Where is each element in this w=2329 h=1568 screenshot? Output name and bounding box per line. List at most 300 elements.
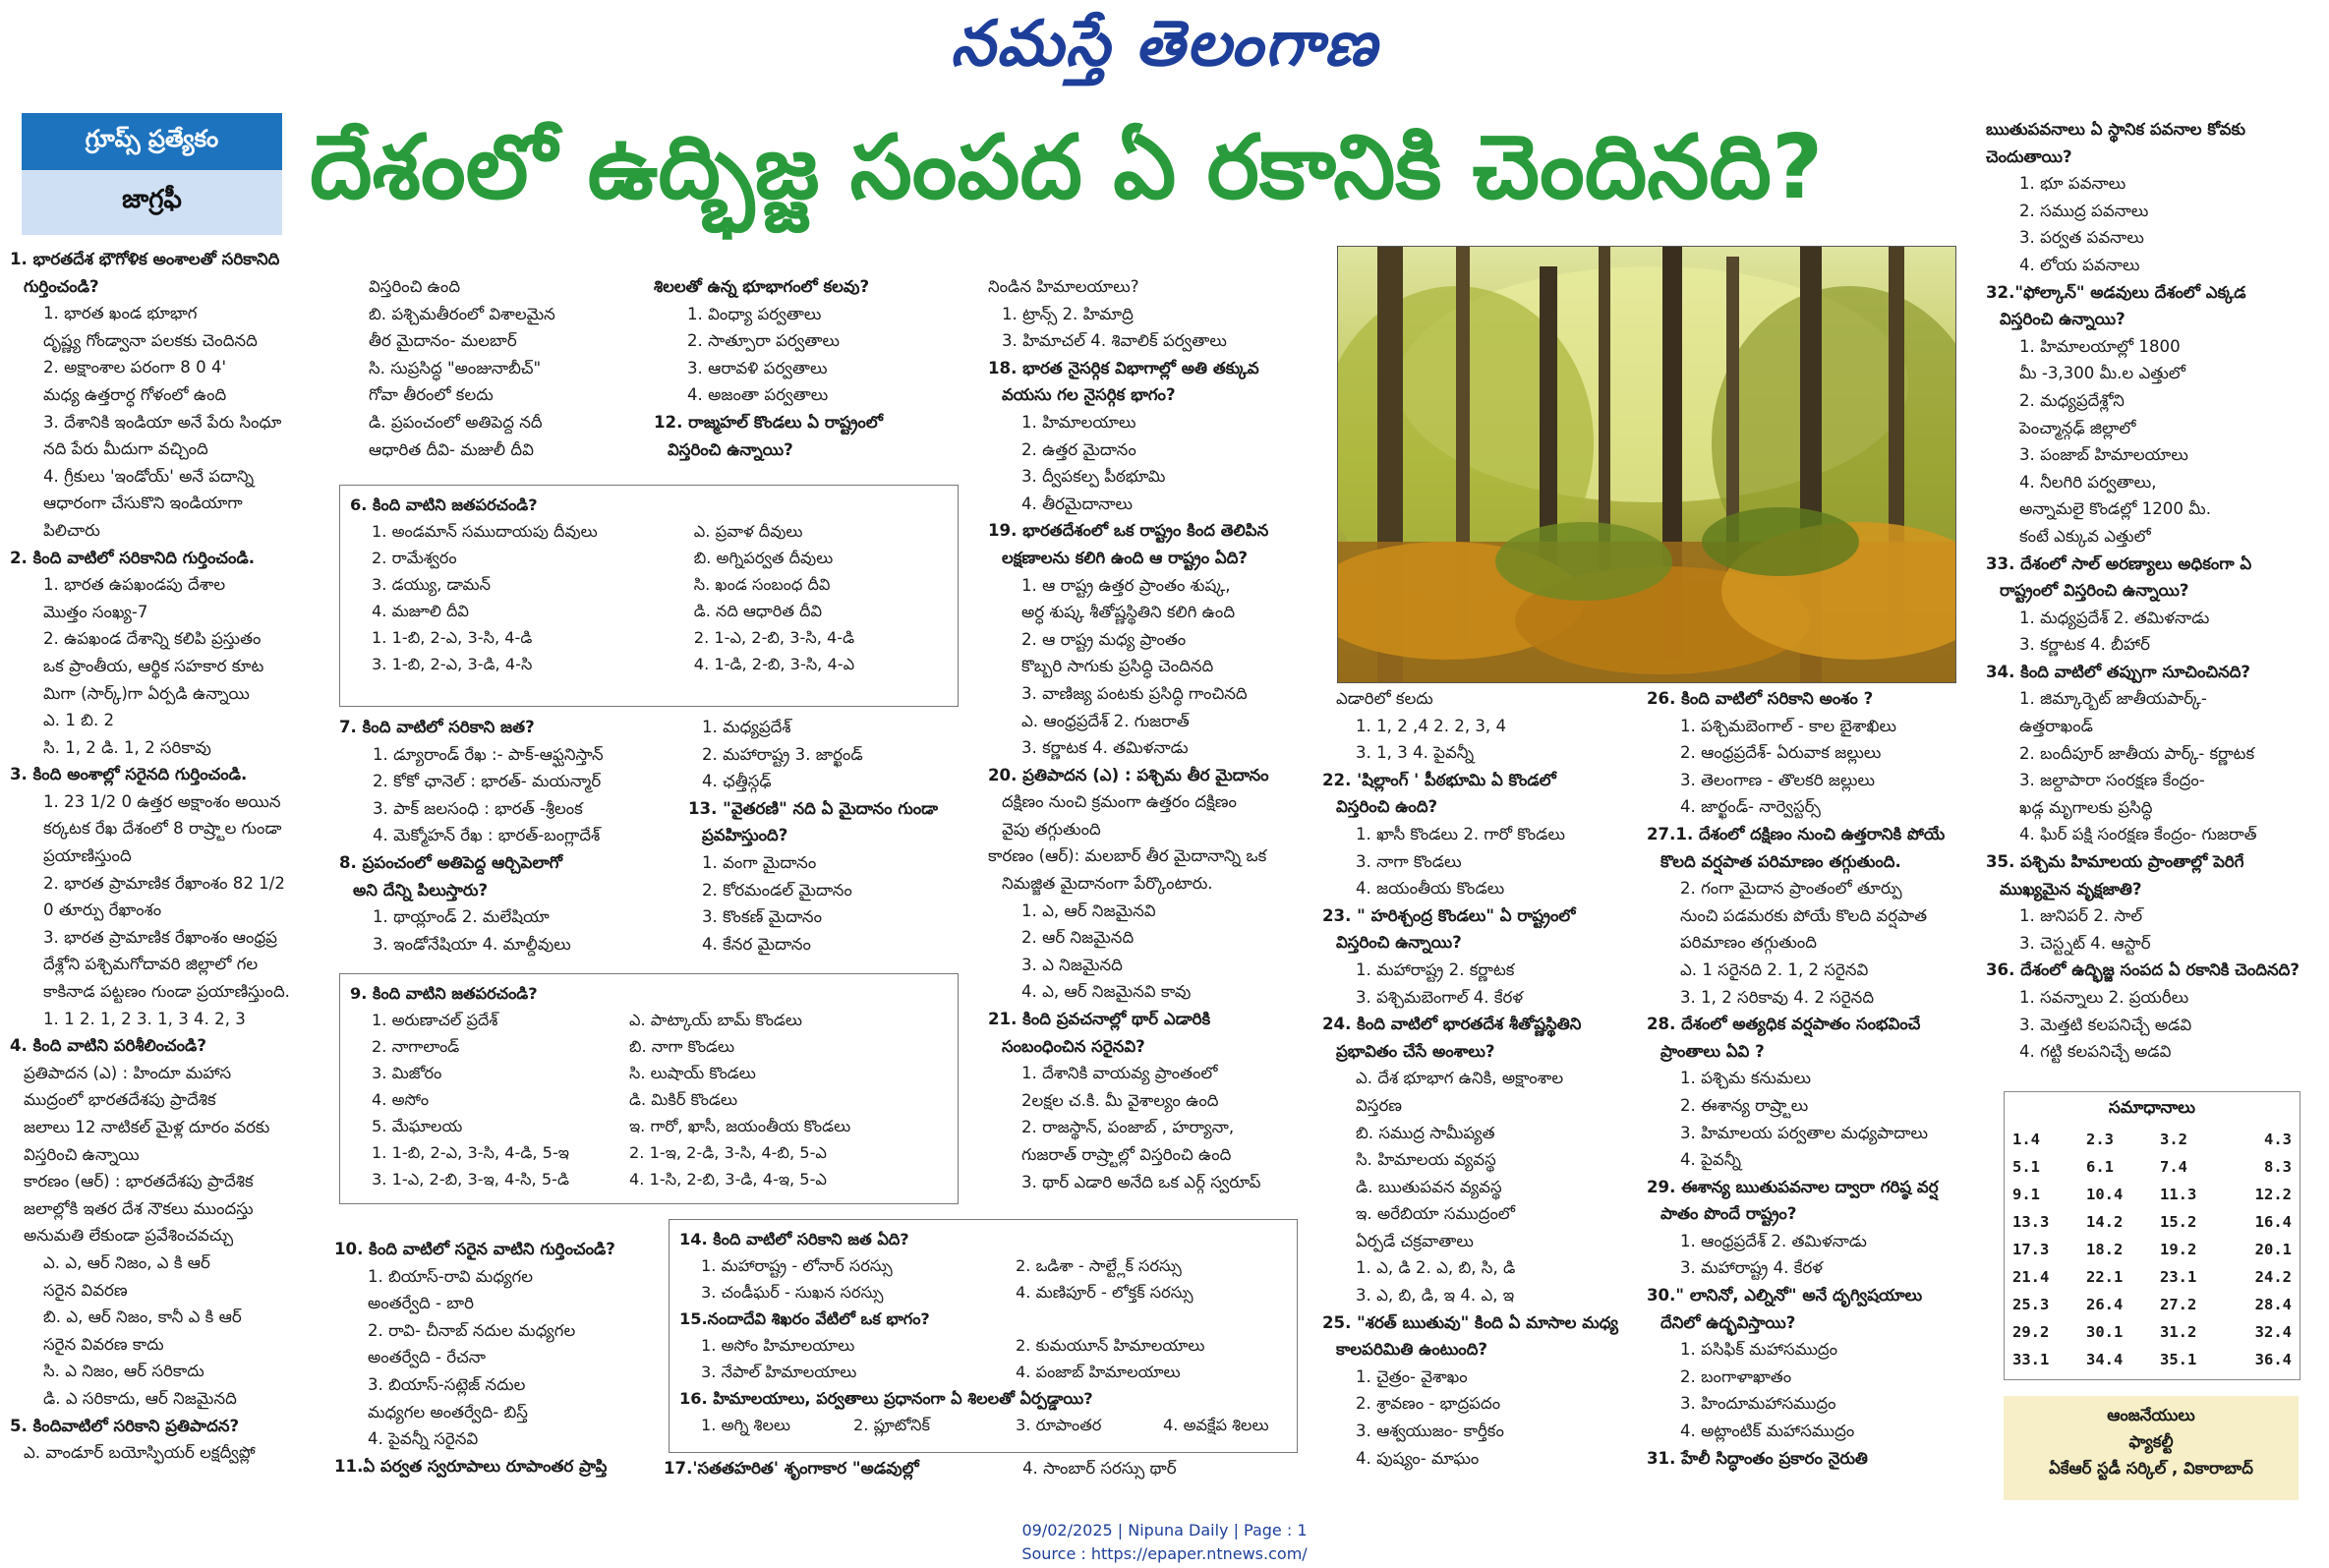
answer-row [2005,1208,2300,1236]
q25-option: 4. పుష్యం- మాఘం [1356,1448,1480,1468]
q35-option: 3. చెస్ట్నట్ 4. ఆస్టార్ [2019,933,2151,953]
q23-option: 1. మహారాష్ట్ర 2. కర్ణాటక [1356,959,1515,979]
q6-title: 6. కింది వాటిని జతపరచండి? [350,495,538,514]
q21-option: 2. రాజస్థాన్, పంజాబ్ , హర్యానా, [1021,1118,1235,1137]
q34-option: 4. ఘిర్ పక్షి సంరక్షణ కేంద్రం- గుజరాత్ [2019,825,2257,844]
q20-text: నిమజ్జిత మైదానంగా పేర్కొంటారు. [1002,874,1213,894]
q4-text: ముద్రంలో భారతదేశపు ప్రాదేశిక [24,1090,216,1110]
q28-line: ప్రాంతాలు ఏవి ? [1660,1041,1765,1061]
column-7 [1986,116,2320,1089]
q9-left-item: 1. అరుణాచల్ ప్రదేశ్ [372,1011,498,1029]
answer-cell: 12.2 [2254,1186,2292,1203]
q10-option: మధ్యగల అంతర్వేది- బిస్త్ [368,1402,528,1422]
q23-option: 3. పశ్చిమబెంగాల్ 4. కేరళ [1356,987,1524,1007]
column-3-top [654,273,968,470]
answer-row [2005,1291,2300,1318]
q19-option: కొబ్బరి సాగుకు ప్రసిద్ధి చెందినది [1021,657,1214,676]
q32-option: కంటే ఎక్కువ ఎత్తులో [2019,526,2151,546]
q32-option: 2. మధ్యప్రదేశ్లోని [2019,390,2125,410]
answer-cell: 9.1 [2012,1186,2040,1203]
q36-option: 3. మెత్తటి కలపనిచ్చే అడవి [2019,1015,2192,1034]
q2-option: 2. ఉపఖండ దేశాన్ని కలిపి ప్రస్తుతం [43,629,262,649]
author-org: ఏకేఆర్ స్టడీ సర్కిల్ , వికారాబాద్ [2049,1459,2253,1478]
q1-option: దృష్ణ్య గోండ్వానా పలకకు చెందినది [43,330,258,350]
q5-line: 5. కిందివాటిలో సరికాని ప్రతిపాదన? [10,1416,240,1435]
q2-line: 2. కింది వాటిలో సరికానిది గుర్తించండి. [10,548,256,567]
page-footer [0,1519,2329,1566]
answer-cell: 14.2 [2086,1213,2124,1231]
answer-row [2005,1126,2300,1153]
q36-line: 36. దేశంలో ఉద్భిజ్జ సంపద ఏ రకానికి చెందినది? [1986,960,2300,980]
q10-block [334,1236,669,1501]
q8-line: 8. ప్రపంచంలో అతిపెద్ద ఆర్చిపెలాగో [339,852,562,872]
q4-text: జలాలు 12 నాటికల్ మైళ్ల దూరం వరకు [24,1118,270,1136]
q34-option: 1. జిమ్కార్బెట్ జాతీయపార్క్- [2019,689,2207,709]
q1-line: 1. భారతదేశ భౌగోళిక అంశాలతో సరికానిది [10,250,280,268]
q6-right-item: డి. నది ఆధారిత దీవి [693,602,823,620]
column-2-top [369,273,664,470]
q24-option: 1. ఎ, డి 2. ఎ, బి, సి, డి [1356,1258,1516,1278]
q33-option: 3. కర్ణాటక 4. బీహార్ [2019,635,2150,655]
q22-line: విస్తరించి ఉంది? [1336,797,1438,817]
q6-right-item: బి. అగ్నిపర్వత దీవులు [693,549,834,567]
answer-cell: 2.3 [2086,1131,2114,1148]
q10-option: అంతర్వేది - బారి [368,1294,474,1313]
q33-option: 1. మధ్యప్రదేశ్ 2. తమిళనాడు [2019,608,2210,627]
q14-option: 1. మహారాష్ట్ర - లోనార్ సరస్సు [701,1256,893,1275]
q31-option: 1. భూ పవనాలు [2019,174,2126,194]
answer-cell: 13.3 [2012,1213,2050,1231]
q9-right-column [629,1007,944,1192]
q29-line: 29. ఈశాన్య ఋతుపవనాల ద్వారా గరిష్ఠ వర్ష [1647,1177,1939,1196]
q16-option: 4. అవక్షేప శిలలు [1163,1416,1269,1434]
answer-cell: 5.1 [2012,1158,2040,1176]
q35-line: ముఖ్యమైన వృక్షజాతి? [2000,879,2142,899]
q12-line: విస్తరించి ఉన్నాయి? [668,439,793,459]
author-role: ఫ్యాకల్టీ [2128,1432,2174,1451]
q21-option: 2లక్షల చ.కి. మీ వైశాల్యం ఉంది [1021,1090,1219,1110]
masthead: నమస్తే తెలంగాణ [950,8,1379,81]
q15-option: 1. అసోం హిమాలయాలు [701,1336,855,1355]
q25-line: 25. "శరత్ ఋతువు" కింది ఏ మాసాల మధ్య [1322,1312,1618,1332]
q18-line: వయసు గల నైసర్గిక భాగం? [1002,385,1176,405]
q23-line: విస్తరించి ఉన్నాయి? [1336,933,1462,953]
q4-text: అనుమతి లేకుండా ప్రవేశించవచ్చు [24,1226,234,1246]
q12-option: 4. ఛత్తీస్గఢ్ [702,772,772,791]
q9-right-item: ఎ. పాట్కాయ్ బామ్ కొండలు [629,1011,802,1029]
answer-cell: 36.4 [2254,1351,2292,1368]
q12-option: 2. మహారాష్ట్ర 3. జార్ఖండ్ [702,744,863,764]
q4-text: ప్రతిపాదన (ఎ) : హిందూ మహాస [24,1063,232,1082]
answer-cell: 3.2 [2160,1131,2187,1148]
q18-option: 3. ద్వీపకల్ప పీఠభూమి [1021,467,1166,487]
q30-option: 2. బంగాళాఖాతం [1680,1366,1792,1386]
q13-option: 4. కేనర మైదానం [702,934,811,954]
q27-option: పరిమాణం తగ్గుతుంది [1680,933,1818,953]
q7-option: 1. డ్యూరాండ్ రేఖ :- పాక్-ఆఫ్ఘనిస్తాన్ [373,744,604,764]
answer-cell: 10.4 [2086,1186,2124,1203]
q5-option: గోవా తీరంలో కలదు [369,385,494,405]
q23-line: 23. " హరిశ్చంద్ర కొండలు" ఏ రాష్ట్రంలో [1322,905,1576,925]
q20-option: 4. ఎ, ఆర్ నిజమైనవి కావు [1021,982,1192,1002]
q20-line: 20. ప్రతిపాదన (ఎ) : పశ్చిమ తీర మైదానం [988,765,1269,784]
q24-option: బి. సముద్ర సామీప్యత [1356,1123,1495,1142]
q5-option: బి. పశ్చిమతీరంలో విశాలమైన [369,304,555,323]
q4-option: ఎ. ఎ, ఆర్ నిజం, ఎ కి ఆర్ [43,1252,210,1272]
q34-option: 2. బందీపూర్ జాతీయ పార్క్- కర్ణాటక [2019,743,2255,763]
q31-option: 3. పర్వత పవనాలు [2019,228,2144,248]
q17-line: 17.'సతతహరిత' శృంగాకార "అడవుల్లో [664,1459,919,1478]
q16-title: 16. హిమాలయాలు, పర్వతాలు ప్రధానంగా ఏ శిలలతో ఏర్పడ్డాయి? [679,1389,1093,1408]
q4-option: డి. ఎ సరికాదు, ఆర్ నిజమైనది [43,1388,237,1408]
q18-option: 2. ఉత్తర మైదానం [1021,439,1136,459]
answer-cell: 6.1 [2086,1158,2114,1176]
q3-option: 0 తూర్పు రేఖాంశం [43,900,162,920]
q7-option: 4. మెక్మోహన్ రేఖ : భారత్-బంగ్లాదేశ్ [373,826,601,845]
answer-row [2005,1346,2300,1373]
q16-last-option: 4. సాంబార్ సరస్సు థార్ [1022,1459,1177,1478]
answer-cell: 24.2 [2254,1268,2292,1286]
box-q14-q16 [669,1219,1298,1453]
q22-option: 3. నాగా కొండలు [1356,851,1462,871]
q14-title: 14. కింది వాటిలో సరికాని జత ఏది? [679,1230,909,1249]
q32-option: అన్నామలై కొండల్లో 1200 మీ. [2019,499,2212,519]
q17-option: నిండిన హిమాలయాలు? [988,277,1139,296]
q28-option: 4. పైవన్నీ [1680,1150,1742,1170]
q7-q8-block [339,714,673,959]
q20-option: 2. ఆర్ నిజమైనది [1021,928,1135,948]
q4-option: సరైన వివరణ [43,1280,128,1300]
q3-line: 3. కింది అంశాల్లో సరైనది గుర్తించండి. [10,765,248,784]
q18-option: 4. తీరమైదానాలు [1021,494,1133,513]
q6-option: 4. 1-డి, 2-బి, 3-సి, 4-ఎ [693,655,855,673]
q24-option: ఏర్పడే చక్రవాతాలు [1356,1231,1474,1250]
q9-title: 9. కింది వాటిని జతపరచండి? [350,984,538,1003]
q31-option: 2. సముద్ర పవనాలు [2019,201,2149,220]
q12-q13-block [688,714,983,959]
q12-line: 12. రాజ్మహల్ కొండలు ఏ రాష్ట్రంలో [654,412,883,432]
q25-option: 3. ఆశ్వయుజం- కార్తీకం [1356,1422,1504,1441]
answer-cell: 32.4 [2254,1323,2292,1341]
q14-option: 2. ఒడిశా - సాల్ట్లేక్ సరస్సు [1016,1256,1182,1275]
q3-option: 1. 1 2. 1, 2 3. 1, 3 4. 2, 3 [43,1009,246,1028]
q27-option: నుంచి పడమరకు పోయే కొలది వర్షపాత [1680,905,1928,925]
badge-top: గ్రూప్స్ ప్రత్యేకం [22,113,282,170]
q10-line: 10. కింది వాటిలో సరైన వాటిని గుర్తించండి? [334,1240,615,1258]
q3-option: ప్రయాణిస్తుంది [43,846,132,866]
q34-option: ఉత్తరాఖండ్ [2019,717,2093,736]
answer-cell: 21.4 [2012,1268,2050,1286]
q5-option: తీర మైదానం- మలబార్ [369,331,517,351]
q30-option: 1. పసిఫిక్ మహాసముద్రం [1680,1340,1838,1360]
q24-option: సి. హిమాలయ వ్యవస్థ [1356,1150,1496,1170]
answer-key-title: సమాధానాలు [2108,1098,2196,1118]
q32-line: 32."ఫోల్కాన్" అడవులు దేశంలో ఎక్కడ [1986,282,2246,302]
answer-cell: 4.3 [2264,1131,2292,1148]
q9-right-item: సి. లుషాయ్ కొండలు [629,1064,756,1082]
q1-line: గుర్తించండి? [24,276,99,296]
q20-option: 3. ఎ నిజమైనది [1021,955,1123,974]
match-box-q6 [339,485,959,707]
q5-option: సి. సుప్రసిద్ధ "అంజునాబీచ్" [369,358,542,377]
q31-line: 31. హేలీ సిద్ధాంతం ప్రకారం నైరుతి [1647,1448,1868,1468]
q7-option: 2. కోకో ఛానెల్ : భారత్- మయన్మార్ [373,772,602,791]
q9-right-item: ఇ. గారో, ఖాసీ, జయంతీయ కొండలు [629,1117,851,1135]
q25-line: కాలపరిమితి ఉంటుంది? [1336,1340,1488,1360]
answer-row [2005,1236,2300,1263]
q1-option: ఆధారంగా చేసుకొని ఇండియాగా [43,494,243,513]
q11-line: శిలలతో ఉన్న భూభాగంలో కలవు? [654,277,870,296]
q2-option: 1. భారత ఉపఖండపు దేశాల [43,575,226,595]
q11-line: 11.ఏ పర్వత స్వరూపాలు రూపాంతర ప్రాప్తి [334,1456,608,1476]
q11-option: 3. ఆరావళి పర్వతాలు [687,358,828,377]
author-credit [2004,1396,2299,1500]
q10-option: 1. బియాస్-రావి మధ్యగల [368,1266,533,1286]
q18-line: 18. భారత నైసర్గిక విభాగాల్లో అతి తక్కువ [988,358,1259,377]
q3-option: కర్కటక రేఖ దేశంలో 8 రాష్ర్టాల గుండా [43,819,282,839]
answer-cell: 26.4 [2086,1296,2124,1313]
q27-option: 2. గంగా మైదాన ప్రాంతంలో తూర్పు [1680,879,1902,899]
q31-line: చెందుతాయి? [1986,146,2072,166]
q16-option: 2. ప్లూటోనిక్ [853,1416,930,1434]
badge-bottom: జాగ్రఫీ [22,170,282,235]
q6-left-item: 2. రామేశ్వరం [372,549,457,567]
q32-option: 3. పంజాబ్ హిమాలయాలు [2019,445,2188,465]
q30-option: 3. హిందూమహాసముద్రం [1680,1394,1836,1414]
q24-line: 24. కింది వాటిలో భారతదేశ శీతోష్ణస్థితిని [1322,1015,1582,1034]
q27-line: 27.1. దేశంలో దక్షిణం నుంచి ఉత్తరానికి పోయే [1647,824,1946,843]
q6-left-item: 4. మజూలి దీవి [372,602,469,620]
q35-option: 1. జునిపర్ 2. సాల్ [2019,906,2143,926]
q24-option: విస్తరణ [1356,1095,1402,1115]
q9-left-item: 4. అసోం [372,1090,430,1109]
q8-line: అని దేన్ని పిలుస్తారు? [353,880,489,900]
answer-cell: 25.3 [2012,1296,2050,1313]
q13-option: 1. వంగా మైదానం [702,852,817,872]
q9-left-item: 2. నాగాలాండ్ [372,1037,460,1056]
q29-line: పాతం పొందే రాష్ట్రం? [1660,1204,1797,1224]
q25-option: 2. శ్రావణం - భాద్రపదం [1356,1394,1501,1414]
answer-cell: 31.2 [2160,1323,2197,1341]
q29-option: 3. మహారాష్ట్ర 4. కేరళ [1680,1258,1823,1278]
q1-option: 4. గ్రీకులు 'ఇండోయ్' అనే పదాన్ని [43,466,255,486]
q19-option: ఎ. ఆంధ్రప్రదేశ్ 2. గుజరాత్ [1021,711,1190,730]
answer-cell: 8.3 [2264,1158,2292,1176]
q15-option: 3. నేపాల్ హిమాలయాలు [701,1363,857,1381]
answer-cell: 15.2 [2160,1213,2197,1231]
answer-row [2005,1318,2300,1346]
author-name: ఆంజనేయులు [2107,1406,2195,1424]
q6-right-item: సి. ఖండ సంబంధ దీవి [693,575,831,594]
q28-option: 2. ఈశాన్య రాష్ర్టాలు [1680,1095,1809,1115]
q19-line: లక్షణాలను కలిగి ఉంది ఆ రాష్ట్రం ఏది? [1002,548,1249,567]
q19-option: అర్ధ శుష్క శీతోష్ణస్థితిని కలిగి ఉంది [1021,603,1236,622]
q13-line: 13. "వైతరణి" నది ఏ మైదానం గుండా [688,798,939,818]
q6-right-column [694,518,948,677]
column-1 [10,246,322,1514]
q10-option: 3. బియాస్-సట్లెజ్ నదుల [368,1374,526,1394]
q3-option: కాకినాడ పట్టణం గుండా ప్రయాణిస్తుంది. [43,982,290,1002]
answer-cell: 20.1 [2254,1241,2292,1258]
q36-option: 4. గట్టి కలపనిచ్చే అడవి [2019,1042,2172,1062]
q26-option: 1. పశ్చిమబెంగాల్ - కాల బైశాఖిలు [1680,716,1897,735]
q12-option: 1. మధ్యప్రదేశ్ [702,718,791,736]
q21-line: సంబంధించిన సరైనవి? [1002,1036,1145,1056]
q19-option: 3. కర్ణాటక 4. తమిళనాడు [1021,738,1189,758]
answer-cell: 17.3 [2012,1241,2050,1258]
q14-option: 4. మణిపూర్ - లోక్తక్ సరస్సు [1016,1283,1194,1302]
q8-option: 3. ఇండోనేషియా 4. మాల్దీవులు [373,934,571,954]
q9-left-item: 3. మిజోరం [372,1064,442,1082]
answer-cell: 23.1 [2160,1268,2197,1286]
q6-left-item: 3. డయ్యు, డామన్ [372,575,492,594]
answer-cell: 18.2 [2086,1241,2124,1258]
q9-option: 3. 1-ఎ, 2-బి, 3-ఇ, 4-సి, 5-డి [372,1170,569,1189]
column-6 [1647,685,1981,1501]
q9-option: 4. 1-సి, 2-బి, 3-డి, 4-ఇ, 5-ఎ [629,1170,827,1189]
answer-cell: 33.1 [2012,1351,2050,1368]
q21-option: 3. 1, 3 4. పైవన్నీ [1356,743,1475,763]
column-4 [988,273,1327,1207]
q1-option: పిలిచారు [43,520,100,540]
q24-line: ప్రభావితం చేసే అంశాలు? [1336,1041,1495,1061]
q20-text: దక్షిణం నుంచి క్రమంగా ఉత్తరం దక్షిణం [1002,792,1237,812]
q1-option: 3. దేశానికి ఇండియా అనే పేరు సింధూ [43,412,282,432]
q27-line: కొలది వర్షపాత పరిమాణం తగ్గుతుంది. [1660,851,1901,871]
q10-option: 2. రావి- చీనాబ్ నదుల మధ్యగల [368,1320,576,1340]
q5-option: ఎ. వాండూర్ బయోస్ఫియర్ లక్షద్వీప్లో [24,1443,256,1463]
forest-photo [1337,246,1956,683]
q3-option: దేశ్లోని పశ్చిమగోదావరి జిల్లాలో గల [43,955,259,974]
q9-option: 1. 1-బి, 2-ఎ, 3-సి, 4-డి, 5-ఇ [372,1143,569,1162]
q17-option: 3. హిమాచల్ 4. శివాలిక్ పర్వతాలు [1002,331,1227,351]
answer-cell: 27.2 [2160,1296,2197,1313]
q21-option: 1. 1, 2 ,4 2. 2, 3, 4 [1356,716,1507,735]
q30-line: దేనిలో ఉద్భవిస్తాయి? [1660,1312,1796,1332]
footer-source: Source : https://epaper.ntnews.com/ [1021,1544,1308,1563]
q1-option: 2. అక్షాంశాల పరంగా 8 0 4' [43,358,227,377]
q6-right-item: ఎ. ప్రవాళ దీవులు [693,522,803,541]
q11-option: 1. వింధ్యా పర్వతాలు [687,304,822,323]
q17-option: 1. ట్రాన్స్ 2. హిమాద్రి [1002,304,1134,323]
q32-option: మీ -3,300 మీ.ల ఎత్తులో [2019,364,2185,383]
answer-cell: 28.4 [2254,1296,2292,1313]
q30-line: 30." లానినో, ఎల్నినో" అనే దృగ్విషయాలు [1647,1286,1923,1306]
q10-option: అంతర్వేది - రేచనా [368,1348,486,1367]
q15-title: 15.నందాదేవి శిఖరం వేటిలో ఒక భాగం? [679,1309,930,1328]
q3-option: 3. భారత ప్రామాణిక రేఖాంశం ఆంధ్రప్ర [43,927,277,947]
q21-line: 21. కింది ప్రవచనాల్లో థార్ ఎడారికి [988,1010,1211,1029]
answer-cell: 34.4 [2086,1351,2124,1368]
q34-option: ఖడ్గ మృగాలకు ప్రసిద్ధి [2019,797,2153,817]
forest-image [1338,247,1955,682]
q20-text: వైపు తగ్గుతుంది [1002,819,1101,839]
q19-line: 19. భారతదేశంలో ఒక రాష్ట్రం కింద తెలిపిన [988,521,1269,541]
q9-right-item: బి. నాగా కొండలు [629,1037,735,1056]
q29-option: 1. ఆంధ్రప్రదేశ్ 2. తమిళనాడు [1680,1231,1867,1250]
q2-option: ఒక ప్రాంతీయ, ఆర్థిక సహకార కూట [43,656,264,675]
q13-option: 2. కోరమండల్ మైదానం [702,880,852,900]
q3-option: 1. 23 1/2 0 ఉత్తర అక్షాంశం అయిన [43,791,281,811]
answer-table [2005,1126,2300,1373]
q21-option: 1. దేశానికి వాయవ్య ప్రాంతంలో [1021,1064,1218,1083]
answer-cell: 1.4 [2012,1131,2040,1148]
q24-option: ఎ. దేశ భూభాగ ఉనికి, అక్షాంశాల [1356,1069,1564,1088]
q21-option: 3. థార్ ఎడారి అనేది ఒక ఎర్గ్ స్వరూప్ [1021,1172,1261,1191]
q19-option: 2. ఆ రాష్ట్ర మధ్య ప్రాంతం [1021,629,1187,649]
q28-option: 1. పశ్చిమ కనుమలు [1680,1069,1811,1088]
q1-option: నది పేరు మీదుగా వచ్చింది [43,439,208,459]
q9-right-item: డి. మికిర్ కొండలు [629,1090,738,1109]
q14-option: 3. చండీఘర్ - సుఖన సరస్సు [701,1283,884,1302]
q35-line: 35. పశ్చిమ హిమాలయ ప్రాంతాల్లో పెరిగే [1986,852,2244,872]
q2-option: ఎ. 1 బి. 2 [43,711,115,730]
answer-row [2005,1153,2300,1181]
q6-left-item: 1. అండమాన్ సముదాయపు దీవులు [372,522,598,541]
q24-option: 3. ఎ, బి, డి, ఇ 4. ఎ, ఇ [1356,1286,1515,1306]
q24-option: ఇ. అరేబియా సముద్రంలో [1356,1204,1515,1224]
q32-line: విస్తరించి ఉన్నాయి? [2000,310,2125,329]
q6-option: 2. 1-ఎ, 2-బి, 3-సి, 4-డి [693,628,855,647]
q7-option: 3. పాక్ జలసంధి : భారత్ -శ్రీలంక [373,798,583,818]
q26-option: 2. ఆంధ్రప్రదేశ్- ఏరువాక జల్లులు [1680,743,1882,763]
q22-option: 1. ఖాసీ కొండలు 2. గారో కొండలు [1356,824,1565,843]
q27-option: ఎ. 1 సరైనది 2. 1, 2 సరైనవి [1680,959,1869,979]
q5-option: విస్తరించి ఉంది [369,277,461,296]
q26-line: 26. కింది వాటిలో సరికాని అంశం ? [1647,689,1874,708]
q28-option: 3. హిమాలయ పర్వతాల మధ్యపాదాలు [1680,1123,1929,1142]
q6-option: 1. 1-బి, 2-ఎ, 3-సి, 4-డి [372,628,533,647]
q33-line: రాష్ట్రంలో విస్తరించి ఉన్నాయి? [2000,581,2189,601]
q1-option: 1. భారత ఖండ భూభాగ [43,304,198,323]
answer-cell: 7.4 [2160,1158,2187,1176]
q2-option: మొత్తం సంఖ్య-7 [43,602,148,621]
answer-cell: 29.2 [2012,1323,2050,1341]
q9-option: 2. 1-ఇ, 2-డి, 3-సి, 4-బి, 5-ఎ [629,1143,827,1162]
q6-option: 3. 1-బి, 2-ఎ, 3-డి, 4-సి [372,655,533,673]
q21-option: ఎడారిలో కలదు [1336,689,1433,708]
q11-option: 2. సాత్పూరా పర్వతాలు [687,331,840,351]
q2-option: సి. 1, 2 డి. 1, 2 సరికావు [43,737,211,757]
section-badge [22,113,282,235]
headline: దేశంలో ఉద్భిజ్జ సంపద ఏ రకానికి చెందినది? [310,116,1824,219]
q9-left-item: 5. మేఘాలయ [372,1117,463,1135]
q16-option: 1. అగ్ని శిలలు [701,1416,791,1434]
q24-option: డి. ఋతుపవన వ్యవస్థ [1356,1177,1502,1196]
q5-option: ఆధారిత దీవి- మజులీ దీవి [369,439,534,459]
q28-line: 28. దేశంలో అత్యధిక వర్షపాతం సంభవించే [1647,1015,1921,1034]
q1-option: మధ్య ఉత్తరార్ధ గోళంలో ఉంది [43,384,227,404]
q34-option: 3. జల్దాపారా సంరక్షణ కేంద్రం- [2019,771,2205,790]
q2-option: మిగా (సార్క్)గా ఏర్పడి ఉన్నాయి [43,683,250,703]
answer-key [2004,1091,2300,1380]
answer-cell: 19.2 [2160,1241,2197,1258]
q22-line: 22. 'షిల్లాంగ్ ' పీఠభూమి ఏ కొండలో [1322,770,1556,789]
q4-option: బి. ఎ, ఆర్ నిజం, కానీ ఎ కి ఆర్ [43,1307,242,1327]
answer-cell: 16.4 [2254,1213,2292,1231]
q34-line: 34. కింది వాటిలో తప్పుగా సూచించినది? [1986,662,2251,681]
q15-option: 2. కుమయూన్ హిమాలయాలు [1016,1336,1205,1355]
q26-option: 4. జార్ఖండ్- నార్వెస్టర్స్ [1680,797,1821,817]
q4-option: సరైన వివరణ కాదు [43,1334,164,1354]
answer-row [2005,1263,2300,1291]
answer-cell: 30.1 [2086,1323,2124,1341]
answer-cell: 35.1 [2160,1351,2197,1368]
q26-option: 3. తెలంగాణ - తొలకరి జల్లులు [1680,770,1876,789]
q20-text: కారణం (ఆర్): మలబార్ తీర మైదానాన్ని ఒక [988,846,1267,866]
q32-option: పెంచ్మాన్గఢ్ జిల్లాలో [2019,418,2136,437]
answer-row [2005,1181,2300,1208]
